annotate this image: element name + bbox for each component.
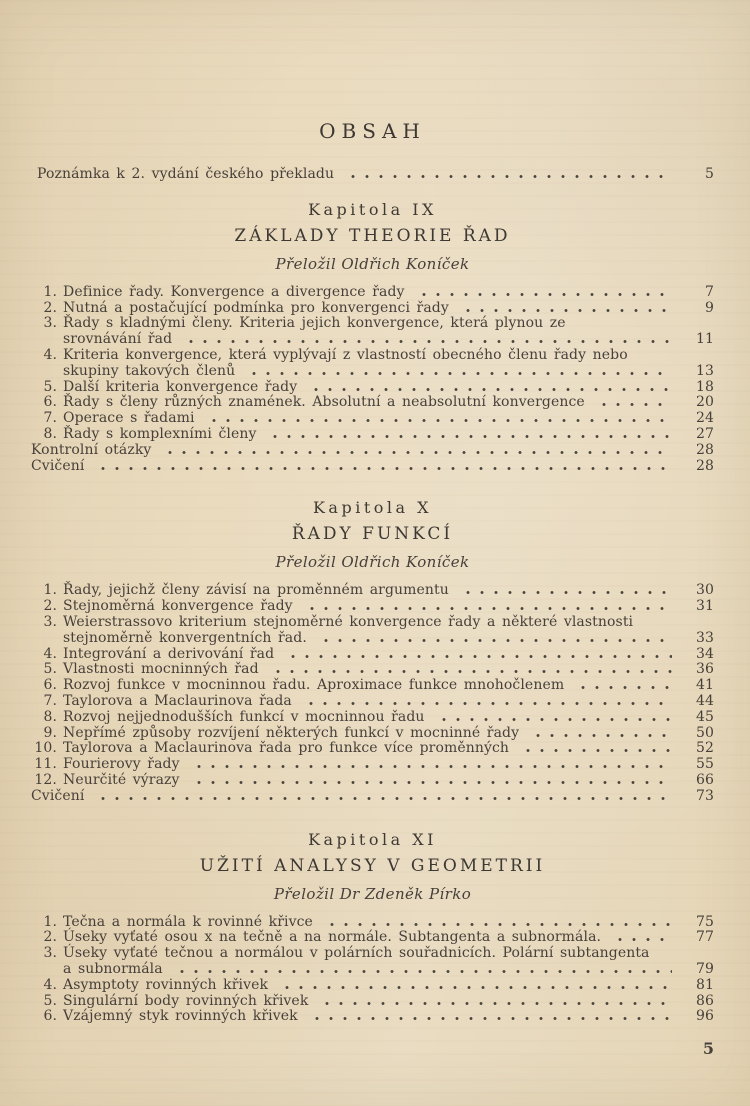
entry-text: Nutná a postačující podmínka pro konvergenci řady — [63, 299, 449, 316]
entry-text: Úseky vyťaté osou x na tečně a na normále. Subtangenta a subnormála. — [63, 929, 602, 946]
toc-row — [31, 710, 714, 726]
entry-text: Kriteria konvergence, která vyplývají z vlastností obecného členu řady nebo — [63, 346, 628, 363]
entry-page: 9 — [704, 299, 714, 316]
entry-text: Řady s kladnými členy. Kriteria jejich konvergence, která plynou ze — [63, 315, 566, 332]
entry-number: 6. — [43, 394, 57, 411]
toc-row — [31, 962, 714, 978]
entry-number: 10. — [34, 740, 57, 757]
preface-row — [31, 167, 714, 183]
toc-row — [31, 380, 714, 396]
entry-text: Singulární body rovinných křivek — [63, 992, 309, 1009]
entry-text: srovnávání řad — [63, 331, 173, 348]
toc-row — [31, 285, 714, 301]
toc-row — [31, 946, 714, 962]
dot-leader — [320, 1002, 672, 1005]
entry-page: 28 — [695, 457, 714, 474]
entry-text: Integrování a derivování řad — [63, 645, 275, 662]
entry-number: 1. — [43, 582, 57, 599]
dot-leader — [96, 797, 672, 800]
toc-row — [31, 1009, 714, 1025]
entry-number: 4. — [43, 976, 57, 993]
entry-page: 28 — [695, 441, 714, 458]
entry-page: 45 — [695, 708, 714, 725]
entry-text: Kontrolní otázky — [31, 441, 152, 458]
toc-row — [31, 773, 714, 789]
toc-row — [31, 662, 714, 678]
chapter-heading-ix: Kapitola IX — [308, 199, 437, 219]
dot-leader — [417, 293, 672, 296]
entry-text: a subnormála — [63, 960, 163, 977]
entry-number: 8. — [43, 708, 57, 725]
dot-leader — [280, 986, 672, 989]
dot-leader — [521, 749, 672, 752]
entry-text: Stejnoměrná konvergence řady — [63, 598, 293, 615]
dot-leader — [576, 686, 672, 689]
entry-number: 7. — [43, 692, 57, 709]
entry-number: 5. — [43, 661, 57, 678]
toc-row — [31, 631, 714, 647]
chapter-translator-ix: Přeložil Oldřich Koníček — [275, 254, 470, 273]
entry-text: skupiny takových členů — [63, 362, 236, 379]
entry-number: 5. — [43, 992, 57, 1009]
dot-leader — [346, 175, 672, 178]
entry-page: 33 — [695, 629, 714, 646]
toc-row — [31, 757, 714, 773]
entry-text: Rozvoj funkce v mocninnou řadu. Aproximace funkce mnohočlenem — [63, 677, 565, 694]
toc-row — [31, 459, 714, 475]
chapter-entries-ix — [31, 285, 714, 475]
entry-text: Řady s členy různých znamének. Absolutní a neabsolutní konvergence — [63, 394, 585, 411]
toc-row — [31, 615, 714, 631]
entry-text: Definice řady. Konvergence a divergence řady — [63, 283, 405, 300]
toc-row — [31, 789, 714, 805]
dot-leader — [437, 718, 673, 721]
chapter-translator-x: Přeložil Oldřich Koníček — [275, 553, 470, 572]
dot-leader — [305, 607, 672, 610]
dot-leader — [286, 655, 672, 658]
entry-page: 55 — [695, 756, 714, 773]
toc-row — [31, 411, 714, 427]
dot-leader — [271, 670, 672, 673]
entry-text: Nepřímé způsoby rozvíjení některých funkcí v mocninné řady — [63, 724, 520, 741]
entry-page: 79 — [695, 960, 714, 977]
preface-text: Poznámka k 2. vydání českého překladu — [37, 166, 335, 182]
chapter-heading-x: Kapitola X — [312, 498, 433, 518]
dot-leader — [163, 451, 672, 454]
entry-text: Neurčité výrazy — [63, 771, 180, 788]
toc-row — [31, 930, 714, 946]
entry-page: 30 — [695, 582, 714, 599]
entry-page: 41 — [695, 677, 714, 694]
entry-number: 4. — [43, 346, 57, 363]
dot-leader — [597, 403, 672, 406]
entry-page: 96 — [695, 1008, 714, 1025]
entry-text: Úseky vyťaté tečnou a normálou v polárních souřadnicích. Polární subtangenta — [63, 945, 650, 962]
page-title: OBSAH — [319, 119, 426, 143]
dot-leader — [319, 639, 672, 642]
entry-number: 2. — [43, 929, 57, 946]
entry-text: Řady, jejichž členy závisí na proměnném argumentu — [63, 582, 449, 599]
dot-leader — [310, 1017, 672, 1020]
entry-number: 8. — [43, 425, 57, 442]
toc-row — [31, 332, 714, 348]
dot-leader — [207, 419, 672, 422]
entry-page: 52 — [695, 740, 714, 757]
entry-page: 7 — [704, 283, 714, 300]
entry-page: 11 — [695, 331, 714, 348]
chapter-heading-xi: Kapitola XI — [308, 829, 437, 849]
entry-number: 5. — [43, 378, 57, 395]
toc-row — [31, 741, 714, 757]
toc-row — [31, 348, 714, 364]
dot-leader — [184, 340, 672, 343]
entry-text: Operace s řadami — [63, 410, 195, 427]
dot-leader — [461, 591, 672, 594]
entry-page: 13 — [695, 362, 714, 379]
dot-leader — [613, 938, 672, 941]
entry-text: Weierstrassovo kriterium stejnoměrné konvergence řady a některé vlastnosti — [63, 613, 634, 630]
page-folio: 5 — [702, 1039, 714, 1058]
preface-page: 5 — [704, 166, 714, 182]
entry-page: 36 — [695, 661, 714, 678]
entry-text: Vlastnosti mocninných řad — [63, 661, 259, 678]
toc-row — [31, 726, 714, 742]
entry-number: 6. — [43, 1008, 57, 1025]
entry-page: 27 — [695, 425, 714, 442]
entry-text: Taylorova a Maclaurinova řada pro funkce více proměnných — [63, 740, 510, 757]
toc-row — [31, 915, 714, 931]
entry-page: 81 — [695, 976, 714, 993]
entry-text: stejnoměrně konvergentních řad. — [63, 629, 307, 646]
entry-text: Cvičení — [31, 787, 85, 804]
entry-number: 4. — [43, 645, 57, 662]
entry-text: Fourierovy řady — [63, 756, 180, 773]
toc-row — [31, 427, 714, 443]
entry-page: 34 — [695, 645, 714, 662]
entry-text: Vzájemný styk rovinných křivek — [63, 1008, 298, 1025]
chapter-entries-xi — [31, 915, 714, 1026]
dot-leader — [304, 702, 672, 705]
toc-row — [31, 364, 714, 380]
entry-text: Cvičení — [31, 457, 85, 474]
entry-page: 50 — [695, 724, 714, 741]
entry-number: 3. — [43, 315, 57, 332]
entry-number: 2. — [43, 598, 57, 615]
dot-leader — [247, 372, 672, 375]
entry-page: 86 — [695, 992, 714, 1009]
entry-number: 12. — [34, 771, 57, 788]
entry-page: 31 — [695, 598, 714, 615]
entry-number: 6. — [43, 677, 57, 694]
entry-number: 2. — [43, 299, 57, 316]
entry-page: 66 — [695, 771, 714, 788]
dot-leader — [175, 970, 672, 973]
toc-row — [31, 694, 714, 710]
toc-row — [31, 978, 714, 994]
entry-page: 18 — [695, 378, 714, 395]
entry-number: 11. — [34, 756, 57, 773]
toc-row — [31, 994, 714, 1010]
entry-text: Rozvoj nejjednodušších funkcí v mocninnou řadu — [63, 708, 425, 725]
dot-leader — [268, 435, 672, 438]
dot-leader — [96, 467, 672, 470]
dot-leader — [461, 309, 672, 312]
entry-page: 24 — [695, 410, 714, 427]
entry-page: 75 — [695, 913, 714, 930]
entry-number: 7. — [43, 410, 57, 427]
entry-text: Tečna a normála k rovinné křivce — [63, 913, 313, 930]
toc-row — [31, 647, 714, 663]
toc-row — [31, 599, 714, 615]
dot-leader — [531, 734, 672, 737]
entry-number: 3. — [43, 613, 57, 630]
entry-text: Další kriteria konvergence řady — [63, 378, 298, 395]
chapter-entries-x — [31, 583, 714, 804]
toc-row — [31, 443, 714, 459]
chapter-translator-xi: Přeložil Dr Zdeněk Pírko — [273, 884, 472, 903]
toc-row — [31, 395, 714, 411]
chapter-title-xi: UŽITÍ ANALYSY V GEOMETRII — [199, 855, 546, 876]
entry-number: 1. — [43, 913, 57, 930]
entry-page: 73 — [695, 787, 714, 804]
chapter-title-ix: ZÁKLADY THEORIE ŘAD — [234, 225, 511, 246]
entry-number: 9. — [43, 724, 57, 741]
toc-row — [31, 583, 714, 599]
entry-text: Taylorova a Maclaurinova řada — [63, 692, 292, 709]
entry-number: 1. — [43, 283, 57, 300]
toc-row — [31, 678, 714, 694]
entry-text: Řady s komplexními členy — [63, 425, 257, 442]
entry-page: 77 — [695, 929, 714, 946]
chapter-title-x: ŘADY FUNKCÍ — [291, 524, 454, 545]
dot-leader — [192, 765, 672, 768]
toc-row — [31, 316, 714, 332]
entry-page: 20 — [695, 394, 714, 411]
dot-leader — [325, 923, 672, 926]
dot-leader — [309, 388, 672, 391]
dot-leader — [192, 781, 672, 784]
entry-text: Asymptoty rovinných křivek — [63, 976, 269, 993]
entry-number: 3. — [43, 945, 57, 962]
entry-page: 44 — [695, 692, 714, 709]
